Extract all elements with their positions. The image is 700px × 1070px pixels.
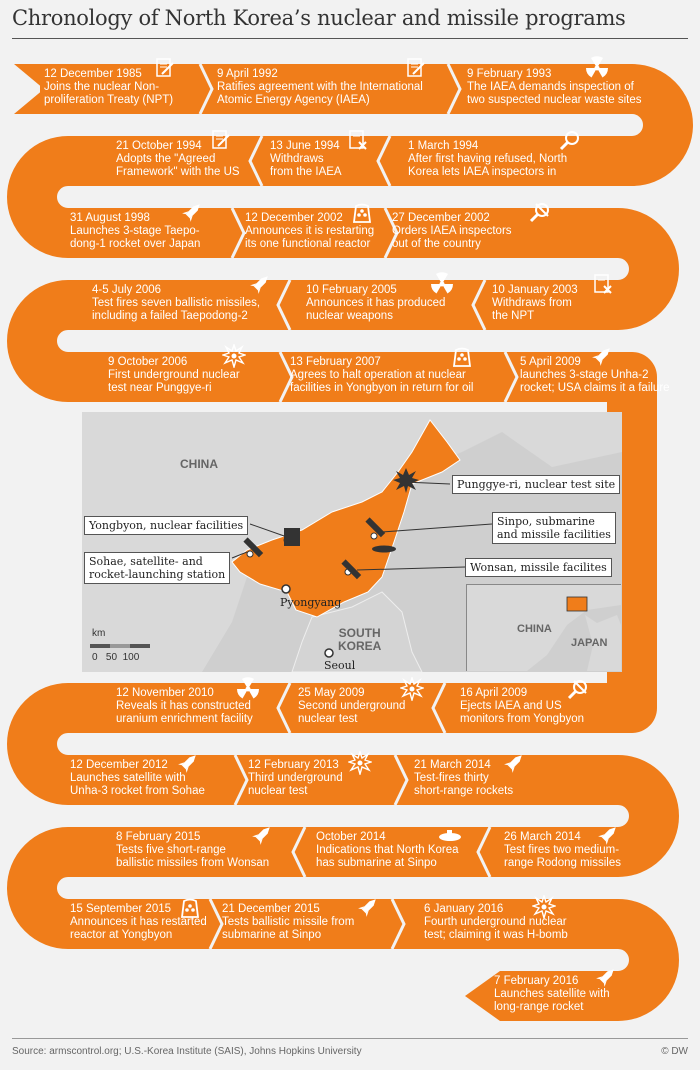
event-date: 10 February 2005: [306, 284, 397, 296]
rocket-icon: [596, 823, 620, 847]
no-inspection-icon: [528, 200, 552, 224]
timeline-event: [116, 687, 253, 726]
event-description: Test-fires thirty short-range rockets: [414, 772, 514, 797]
scale-ticks: 0 50 100: [92, 652, 140, 663]
document-sign-icon: [152, 56, 176, 80]
document-cross-icon: [590, 272, 614, 296]
event-date: 4-5 July 2006: [92, 284, 162, 296]
event-date: 8 February 2015: [116, 831, 201, 843]
map-label-china: CHINA: [180, 457, 218, 471]
source-note: Source: armscontrol.org; U.S.-Korea Institute (SAIS), Johns Hopkins University: [12, 1046, 362, 1057]
timeline-event: [248, 759, 343, 798]
event-date: 13 June 1994: [270, 140, 340, 152]
explosion-icon: [348, 751, 372, 775]
timeline-event: [290, 356, 473, 395]
event-date: 12 February 2013: [248, 759, 339, 771]
rocket-icon: [594, 965, 618, 989]
event-description: Announces it has restarted reactor at Yongbyon: [70, 916, 207, 941]
document-sign-icon: [403, 56, 427, 80]
timeline-event: [494, 975, 610, 1014]
event-description: Launches 3-stage Taepo- dong-1 rocket over Japan: [70, 225, 201, 250]
event-description: Indications that North Korea has submarine at Sinpo: [316, 844, 459, 869]
korea-map: [82, 412, 622, 672]
event-description: Ratifies agreement with the International Atomic Energy Agency (IAEA): [217, 81, 423, 106]
event-description: Launches satellite with long-range rocket: [494, 988, 610, 1013]
event-date: 21 December 2015: [222, 903, 320, 915]
event-description: Withdraws from the IAEA: [270, 153, 342, 178]
event-date: 21 October 1994: [116, 140, 202, 152]
credit: © DW: [661, 1046, 688, 1057]
rocket-icon: [248, 272, 272, 296]
event-description: After first having refused, North Korea lets IAEA inspectors in: [408, 153, 568, 178]
timeline-event: [306, 284, 445, 323]
radiation-icon: [430, 272, 454, 296]
event-date: 9 October 2006: [108, 356, 188, 368]
event-date: 12 November 2010: [116, 687, 214, 699]
document-cross-icon: [345, 128, 369, 152]
event-date: 16 April 2009: [460, 687, 528, 699]
radiation-icon: [585, 56, 609, 80]
rocket-icon: [356, 895, 380, 919]
event-date: 7 February 2016: [494, 975, 579, 987]
event-date: 12 December 2012: [70, 759, 168, 771]
event-description: Tests ballistic missile from submarine at Sinpo: [222, 916, 355, 941]
event-date: 13 February 2007: [290, 356, 381, 368]
page-title: Chronology of North Korea’s nuclear and missile programs: [12, 6, 626, 30]
event-description: Fourth underground nuclear test; claiming it was H-bomb: [424, 916, 568, 941]
event-description: Test fires two medium- range Rodong missiles: [504, 844, 621, 869]
event-date: 10 January 2003: [492, 284, 578, 296]
label-sinpo: Sinpo, submarine and missile facilities: [492, 512, 616, 544]
event-date: 27 December 2002: [392, 212, 490, 224]
event-description: The IAEA demands inspection of two suspected nuclear waste sites: [467, 81, 642, 106]
magnifier-icon: [558, 128, 582, 152]
event-date: 31 August 1998: [70, 212, 150, 224]
explosion-icon: [532, 895, 556, 919]
event-date: 9 February 1993: [467, 68, 552, 80]
timeline-event: [116, 831, 269, 870]
event-date: 1 March 1994: [408, 140, 479, 152]
label-wonsan: Wonsan, missile facilites: [465, 558, 612, 577]
event-description: Tests five short-range ballistic missiles from Wonsan: [116, 844, 270, 869]
map-label-seoul: Seoul: [324, 659, 356, 672]
timeline-event: [414, 759, 513, 798]
event-description: Reveals it has constructed uranium enrichment facility: [116, 700, 253, 725]
event-date: 15 September 2015: [70, 903, 172, 915]
inset-map: [466, 584, 621, 671]
map-label-pyongyang: Pyongyang: [280, 596, 342, 609]
reactor-icon: [450, 344, 474, 368]
footer-divider: [12, 1038, 688, 1039]
inset-label-china: CHINA: [517, 623, 552, 635]
event-description: Joins the nuclear Non- proliferation Treaty (NPT): [44, 81, 174, 106]
rocket-icon: [180, 200, 204, 224]
event-date: 21 March 2014: [414, 759, 491, 771]
label-punggye-ri: Punggye-ri, nuclear test site: [452, 475, 620, 494]
timeline-event: [392, 212, 512, 251]
reactor-icon: [178, 895, 202, 919]
map-label-south-korea: SOUTH KOREA: [338, 626, 382, 653]
label-sohae: Sohae, satellite- and rocket-launching station: [84, 552, 230, 584]
rocket-icon: [502, 751, 526, 775]
timeline-event: [92, 284, 260, 323]
event-description: Second underground nuclear test: [298, 700, 406, 725]
event-description: Launches satellite with Unha-3 rocket from Sohae: [70, 772, 205, 797]
seoul-marker: [325, 649, 333, 657]
event-description: Announces it is restarting its one functional reactor: [245, 225, 375, 250]
event-description: Announces it has produced nuclear weapons: [306, 297, 446, 322]
rocket-icon: [176, 751, 200, 775]
event-date: October 2014: [316, 831, 386, 843]
label-yongbyon: Yongbyon, nuclear facilities: [84, 516, 248, 535]
reactor-icon: [350, 200, 374, 224]
rocket-icon: [590, 344, 614, 368]
document-sign-icon: [208, 128, 232, 152]
event-date: 12 December 2002: [245, 212, 343, 224]
rocket-icon: [250, 823, 274, 847]
event-date: 5 April 2009: [520, 356, 581, 368]
timeline-event: [492, 284, 578, 323]
timeline-event: [298, 687, 405, 726]
event-description: Agrees to halt operation at nuclear facilities in Yongbyon in return for oil: [290, 369, 474, 394]
event-description: Orders IAEA inspectors out of the country: [392, 225, 512, 250]
pyongyang-marker: [282, 585, 290, 593]
event-description: Adopts the "Agreed Framework" with the US: [116, 153, 240, 178]
timeline-event: [408, 140, 567, 179]
event-description: launches 3-stage Unha-2 rocket; USA claims it a failure: [520, 369, 670, 394]
radiation-icon: [236, 677, 260, 701]
event-date: 25 May 2009: [298, 687, 365, 699]
explosion-icon: [222, 344, 246, 368]
timeline-event: [222, 903, 354, 942]
event-description: Ejects IAEA and US monitors from Yongbyon: [460, 700, 585, 725]
timeline-event: [108, 356, 240, 395]
event-date: 26 March 2014: [504, 831, 581, 843]
inset-label-japan: JAPAN: [571, 637, 608, 649]
event-description: First underground nuclear test near Punggye-ri: [108, 369, 240, 394]
event-date: 9 April 1992: [217, 68, 278, 80]
submarine-icon: [438, 823, 462, 847]
event-date: 6 January 2016: [424, 903, 504, 915]
event-description: Test fires seven ballistic missiles, including a failed Taepodong-2: [92, 297, 261, 322]
timeline-event: [217, 68, 423, 107]
event-description: Third underground nuclear test: [248, 772, 343, 797]
explosion-icon: [400, 677, 424, 701]
event-date: 12 December 1985: [44, 68, 142, 80]
timeline-event: [270, 140, 342, 179]
no-inspection-icon: [566, 677, 590, 701]
scale-unit: km: [92, 628, 106, 639]
timeline-event: [467, 68, 642, 107]
event-description: Withdraws from the NPT: [492, 297, 572, 322]
